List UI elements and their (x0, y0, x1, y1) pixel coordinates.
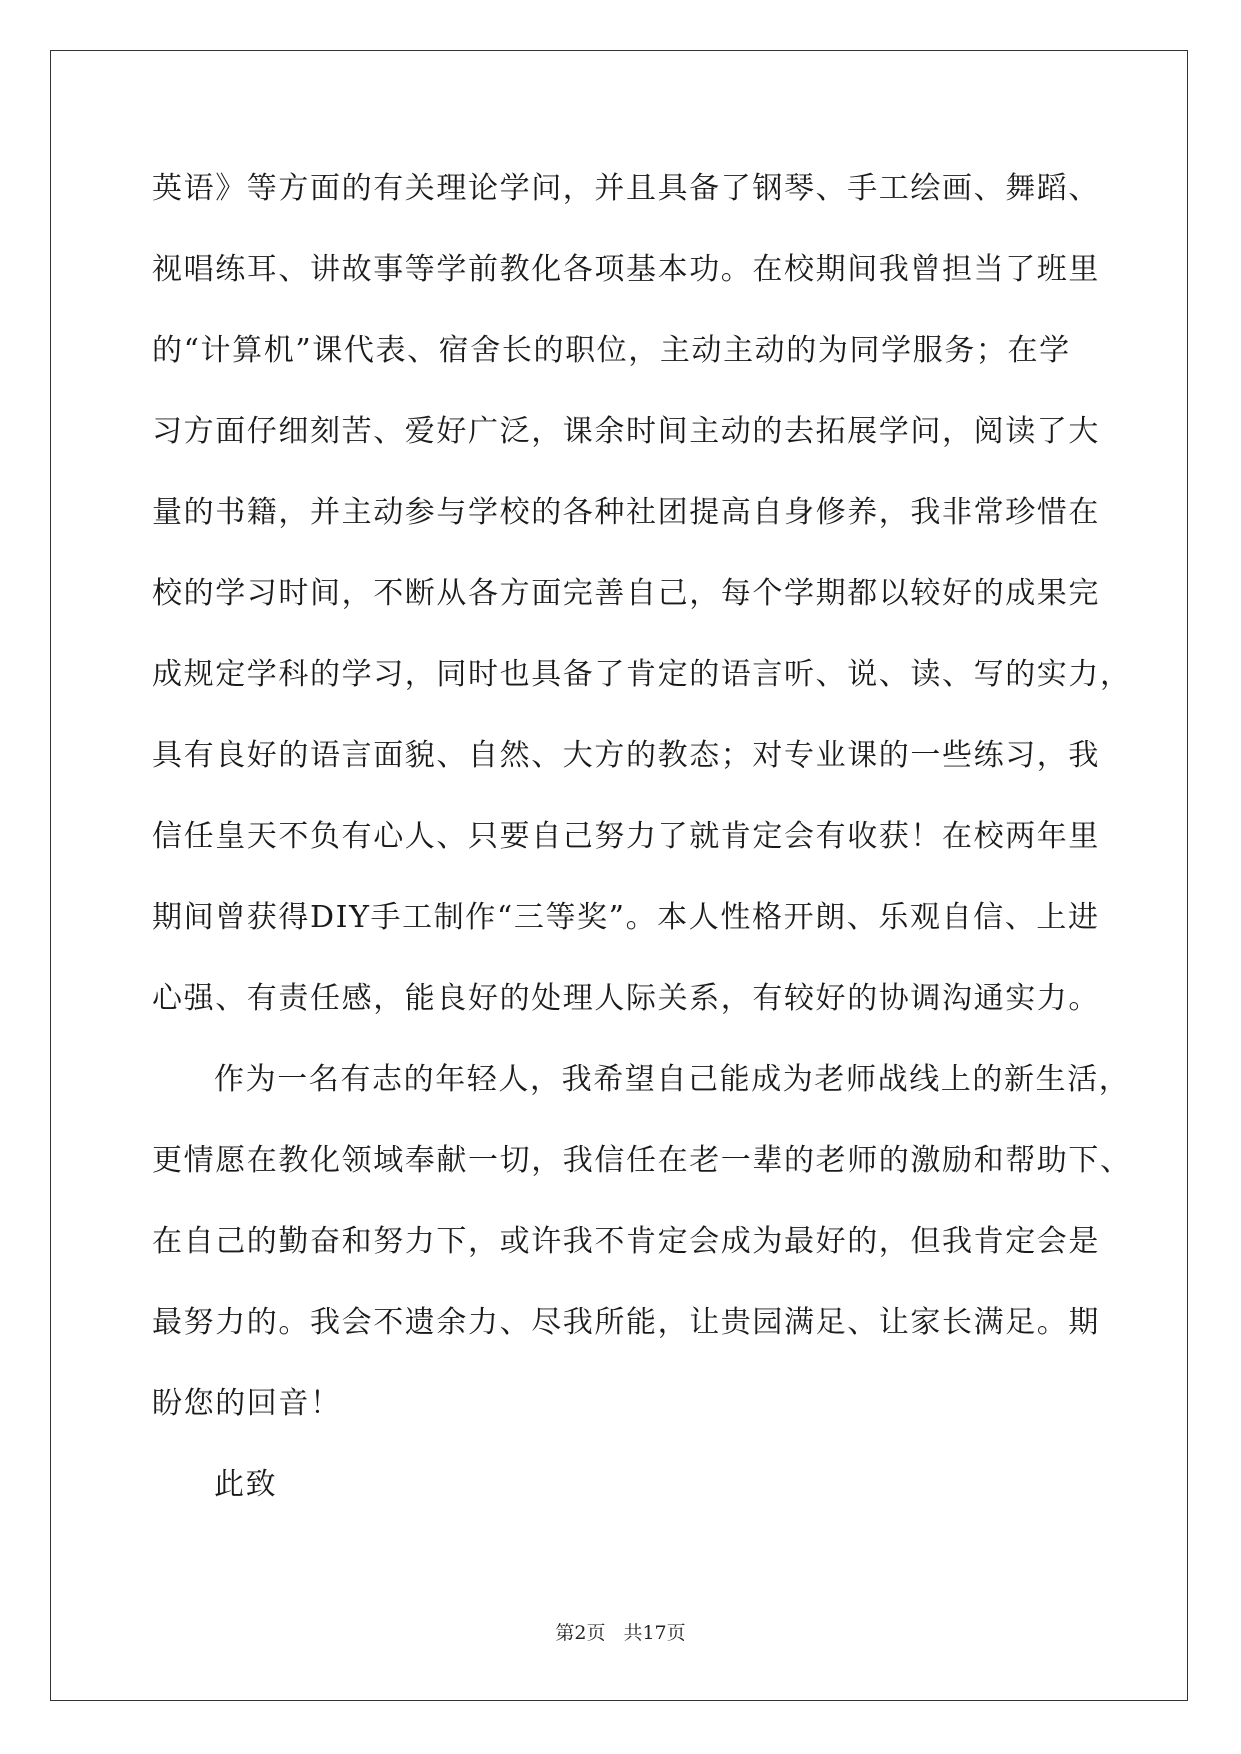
text-line: 英语》等方面的有关理论学问，并且具备了钢琴、手工绘画、舞蹈、 (152, 171, 1100, 206)
text-line: 量的书籍，并主动参与学校的各种社团提高自身修养，我非常珍惜在 (152, 495, 1100, 530)
text-line: 更情愿在教化领域奉献一切，我信任在老一辈的老师的激励和帮助下、 (152, 1143, 1132, 1178)
text-line: 盼您的回音！ (152, 1386, 342, 1421)
document-body (152, 160, 1132, 1537)
page-number: 第2页 (555, 1622, 606, 1644)
text-line: 习方面仔细刻苦、爱好广泛，课余时间主动的去拓展学问，阅读了大 (152, 414, 1100, 449)
text-line: 校的学习时间，不断从各方面完善自己，每个学期都以较好的成果完 (152, 576, 1100, 611)
text-line: 信任皇天不负有心人、只要自己努力了就肯定会有收获！在校两年里 (152, 819, 1100, 854)
page-total: 共17页 (623, 1622, 686, 1644)
page-footer (0, 1618, 1241, 1645)
text-line: 期间曾获得DIY手工制作“三等奖”。本人性格开朗、乐观自信、上进 (152, 900, 1100, 935)
text-line: 在自己的勤奋和努力下，或许我不肯定会成为最好的，但我肯定会是 (152, 1224, 1100, 1259)
text-line: 的“计算机”课代表、宿舍长的职位，主动主动的为同学服务；在学 (152, 333, 1071, 368)
paragraph-start-line: 作为一名有志的年轻人，我希望自己能成为老师战线上的新生活， (214, 1062, 1131, 1097)
closing-salutation: 此致 (214, 1467, 278, 1502)
text-line: 心强、有责任感，能良好的处理人际关系，有较好的协调沟通实力。 (152, 981, 1100, 1016)
text-line: 视唱练耳、讲故事等学前教化各项基本功。在校期间我曾担当了班里 (152, 252, 1100, 287)
text-line: 成规定学科的学习，同时也具备了肯定的语言听、说、读、写的实力， (152, 657, 1132, 692)
text-line: 最努力的。我会不遗余力、尽我所能，让贵园满足、让家长满足。期 (152, 1305, 1100, 1340)
text-line: 具有良好的语言面貌、自然、大方的教态；对专业课的一些练习，我 (152, 738, 1100, 773)
